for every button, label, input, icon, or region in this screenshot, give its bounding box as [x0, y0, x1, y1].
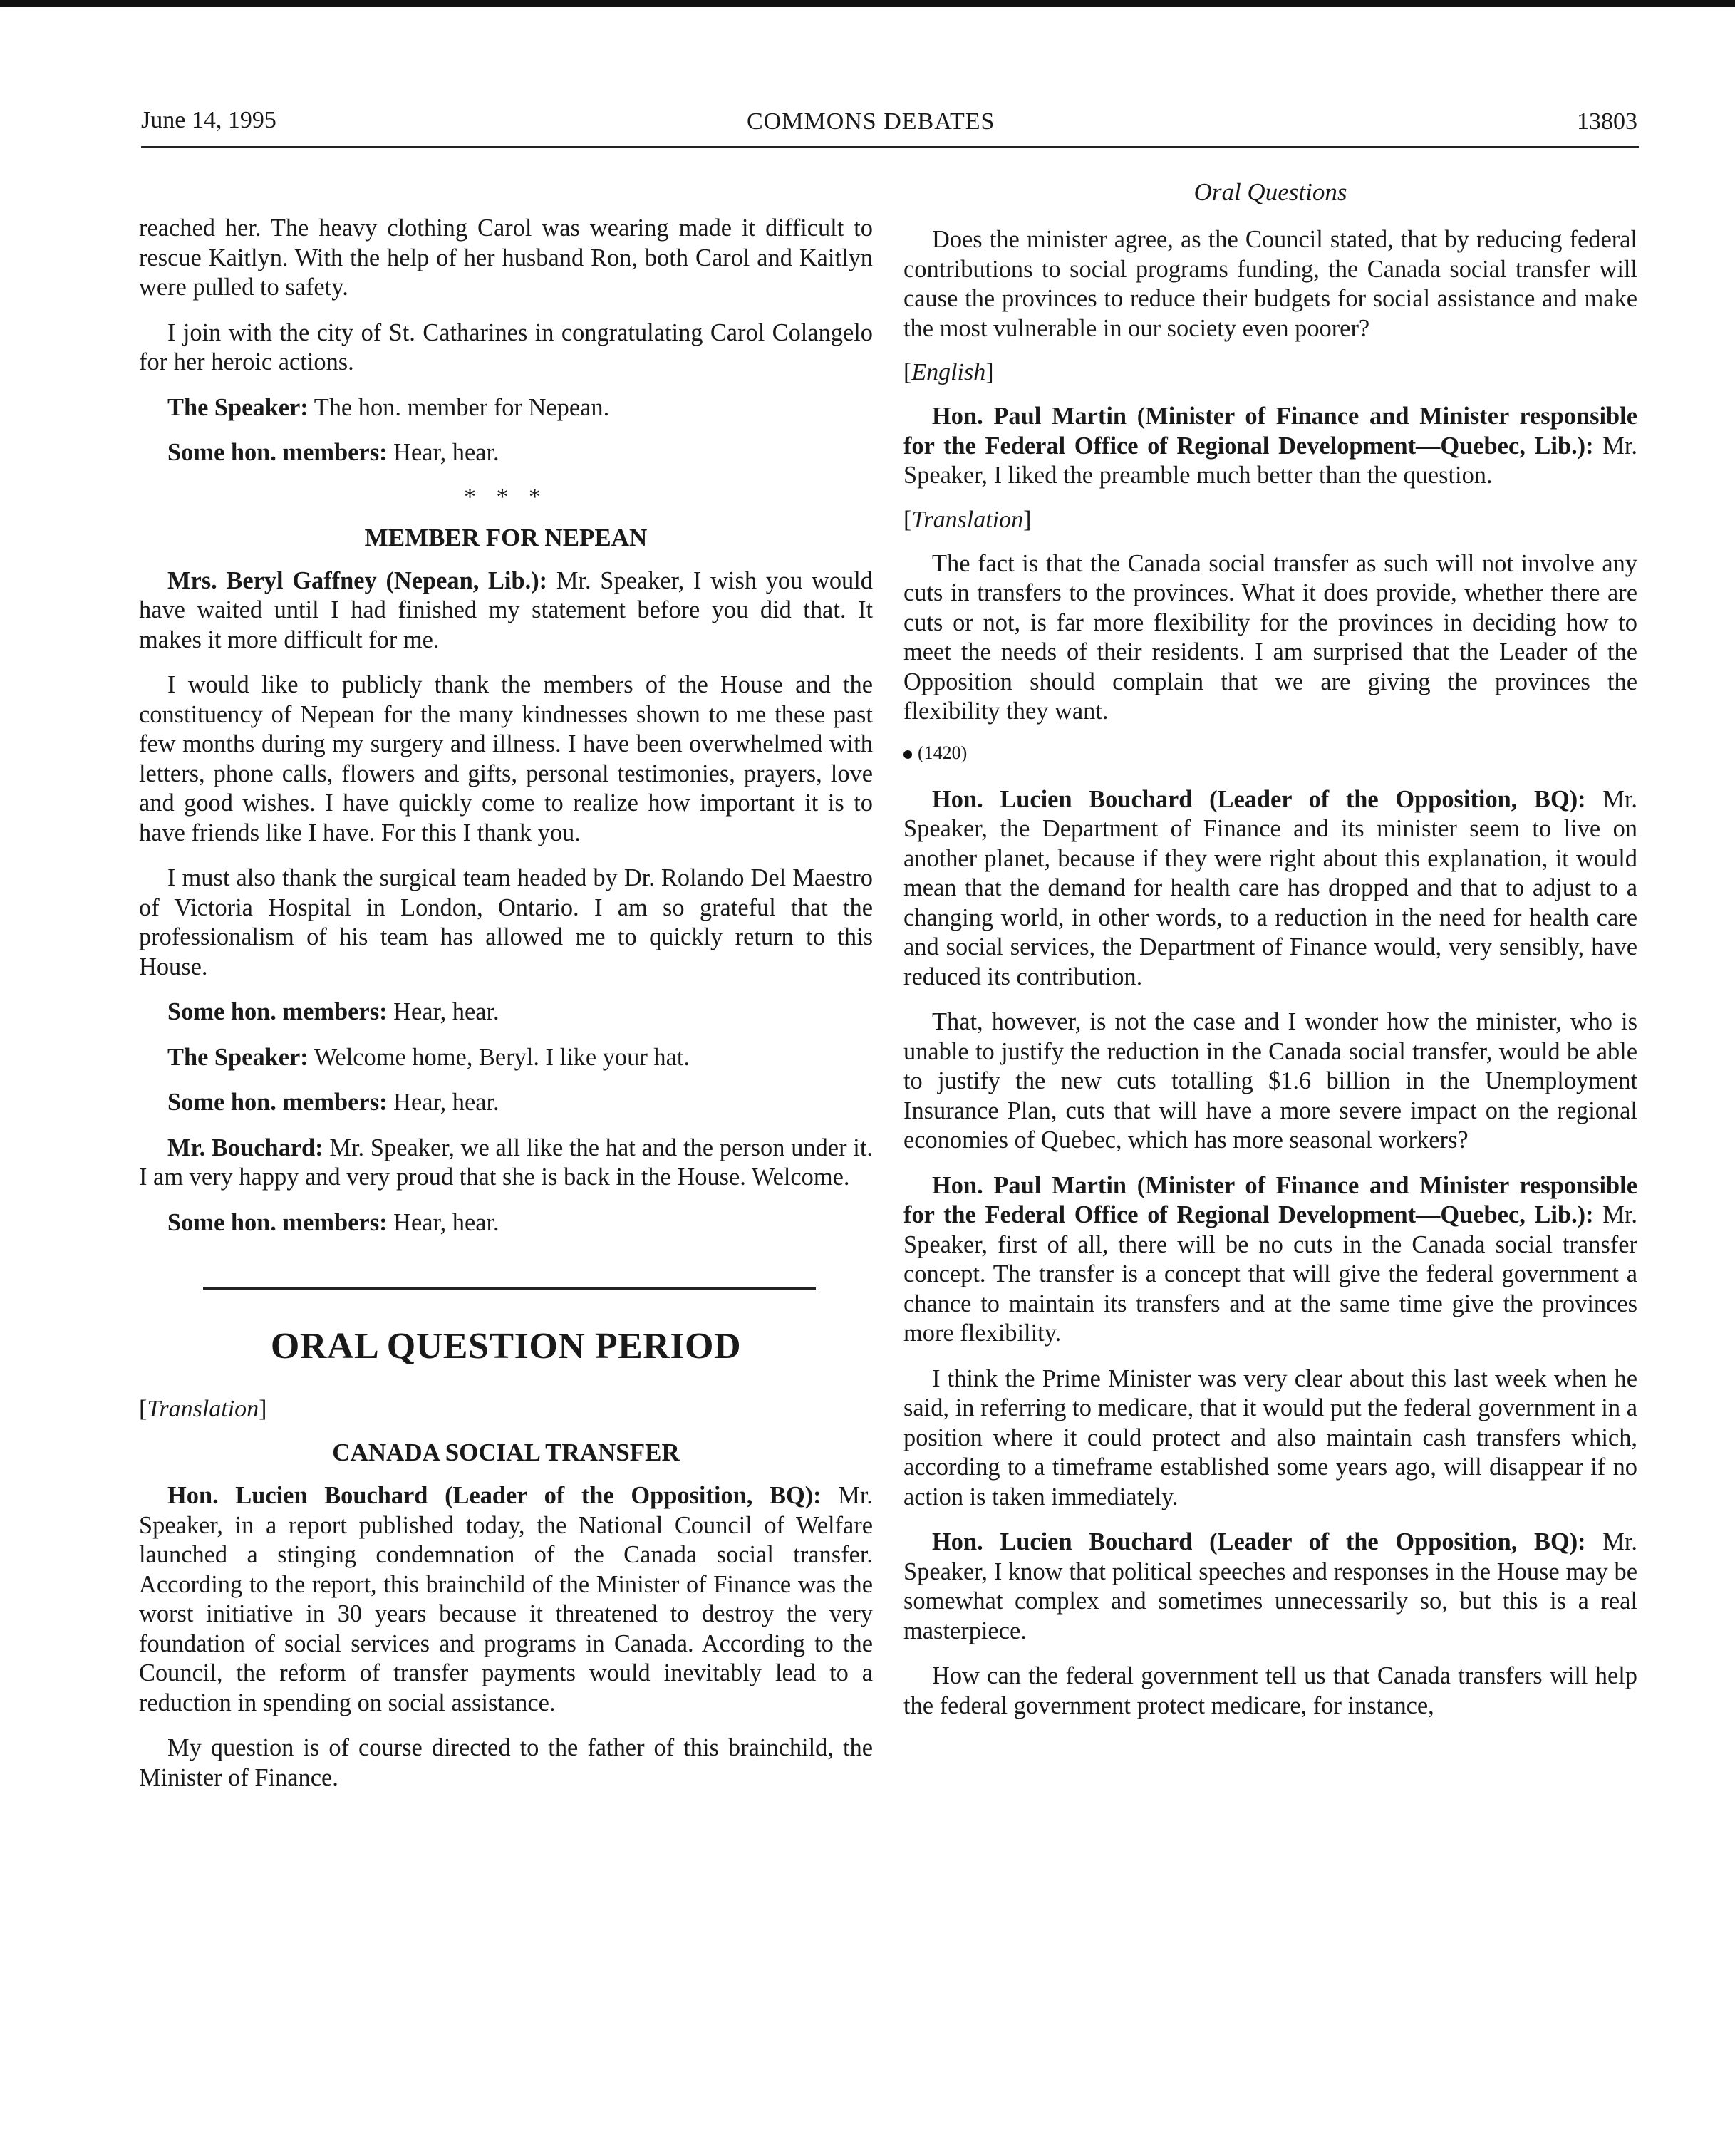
speech-text: Mr. Speaker, in a report published today, the National Council of Welfare launched a stinging condemnation of the Canada social transfer. According to the report, this brainchild of the Minister of Finance was the worst initiative in 30 years because it threatened to destroy the very foundation of social services and programs in Canada. According to the Council, the reform of transfer payments would inevitably lead to a reduction in spending on social assistance.: [139, 1482, 873, 1716]
section-heading: CANADA SOCIAL TRANSFER: [332, 1439, 680, 1466]
timestamp-text: (1420): [918, 742, 968, 763]
speech-text: Hear, hear.: [387, 439, 499, 466]
paragraph: I must also thank the surgical team headed by Dr. Rolando Del Maestro of Victoria Hospital in London, Ontario. I am so grateful that the professionalism of his team has allowed me to quickly return to this House.: [139, 864, 873, 980]
paragraph: I would like to publicly thank the members of the House and the constituency of Nepean for the many kindnesses shown to me these past few months during my surgery and illness. I have been overwhelmed with letters, phone calls, flowers and gifts, personal testimonies, prayers, love and good wishes. I have quickly come to realize how important it is to have friends like I have. For this I thank you.: [139, 671, 873, 846]
speech-text: Mr. Speaker, I know that political speeches and responses in the House may be somewhat complex and sometimes unnecessarily so, but this is a real masterpiece.: [903, 1528, 1637, 1644]
language-tag: [English]: [903, 359, 994, 385]
speech-text: Mr. Speaker, first of all, there will be no cuts in the Canada social transfer concept. The transfer is a concept that will give the federal government a chance to maintain its transfers and at the same time give the provinces more flexibility.: [903, 1201, 1637, 1347]
page-number: 13803: [1577, 108, 1637, 135]
speaker-name: Mr. Bouchard:: [167, 1134, 323, 1161]
speech-text: The hon. member for Nepean.: [308, 393, 610, 421]
speech: [139, 438, 873, 468]
speaker-name: Some hon. members:: [167, 998, 388, 1025]
paragraph: How can the federal government tell us that Canada transfers will help the federal government protect medicare, for instance,: [903, 1662, 1637, 1719]
section-heading: MEMBER FOR NEPEAN: [364, 523, 648, 551]
speech: [903, 785, 1637, 993]
speaker-name: Hon. Lucien Bouchard (Leader of the Opposition, BQ):: [932, 1528, 1586, 1555]
section-separator: * * *: [464, 483, 548, 510]
speech: [139, 1481, 873, 1718]
language-tag: [Translation]: [139, 1396, 267, 1422]
speaker-name: The Speaker:: [167, 1043, 309, 1071]
speech: [903, 402, 1637, 491]
language-tag-text: Translation: [911, 506, 1024, 533]
speech-text: Mr. Speaker, I liked the preamble much better than the question.: [903, 432, 1637, 489]
speech: [139, 1088, 873, 1118]
publication-title: COMMONS DEBATES: [747, 108, 995, 135]
speech: [139, 997, 873, 1027]
paragraph: I join with the city of St. Catharines in congratulating Carol Colangelo for her heroic actions.: [139, 318, 873, 375]
bullet-icon: [903, 750, 912, 759]
speaker-name: Mrs. Beryl Gaffney (Nepean, Lib.):: [167, 566, 548, 594]
speaker-name: Hon. Lucien Bouchard (Leader of the Opposition, BQ):: [932, 785, 1586, 813]
speech-text: Mr. Speaker, we all like the hat and the person under it. I am very happy and very proud that she is back in the House. Welcome.: [139, 1134, 873, 1191]
speaker-name: Hon. Lucien Bouchard (Leader of the Opposition, BQ):: [167, 1482, 822, 1509]
speaker-name: Some hon. members:: [167, 439, 388, 466]
speech-text: Mr. Speaker, I wish you would have waited until I had finished my statement before you did that. It makes it more difficult for me.: [139, 566, 873, 653]
speech: [139, 1043, 873, 1073]
left-column: [139, 214, 873, 1808]
speech: [139, 1208, 873, 1238]
speaker-name: Hon. Paul Martin (Minister of Finance and Minister responsible for the Federal Office of Regional Development—Quebec, Lib.):: [903, 403, 1637, 460]
speech: [139, 393, 873, 423]
scan-border: [0, 0, 1735, 7]
speaker-name: The Speaker:: [167, 393, 309, 421]
language-tag: [Translation]: [903, 506, 1032, 533]
paragraph: I think the Prime Minister was very clear about this last week when he said, in referring to medicare, that it would put the federal government in a position where it could protect and also maintain cash transfers which, according to a timeframe established some years ago, will disappear if no action is taken immediately.: [903, 1364, 1637, 1510]
section-running-label: Oral Questions: [1193, 178, 1347, 206]
speaker-name: Some hon. members:: [167, 1089, 388, 1116]
speech: [139, 1134, 873, 1193]
language-tag-text: English: [911, 359, 986, 385]
speaker-name: Hon. Paul Martin (Minister of Finance and Minister responsible for the Federal Office of Regional Development—Quebec, Lib.):: [903, 1171, 1637, 1228]
running-header: [141, 107, 1637, 142]
right-column: [903, 178, 1637, 1736]
paragraph: reached her. The heavy clothing Carol was wearing made it difficult to rescue Kaitlyn. With the help of her husband Ron, both Carol and Kaitlyn were pulled to safety.: [139, 214, 873, 301]
speech: [903, 1528, 1637, 1646]
paragraph: The fact is that the Canada social transfer as such will not involve any cuts in transfers to the provinces. What it does provide, whether there are cuts or not, is far more flexibility for the provinces in deciding how to meet the needs of their residents. I am surprised that the Leader of the Opposition should complain that we are giving the provinces the flexibility they want.: [903, 549, 1637, 725]
speech-text: Hear, hear.: [387, 998, 499, 1025]
paragraph: Does the minister agree, as the Council stated, that by reducing federal contributions to social programs funding, the Canada social transfer will cause the provinces to reduce their budgets for social assistance and make the most vulnerable in our society even poorer?: [903, 226, 1637, 342]
speech: [903, 1171, 1637, 1349]
major-section-title: ORAL QUESTION PERIOD: [270, 1326, 742, 1367]
speech: [139, 566, 873, 655]
language-tag-text: Translation: [147, 1396, 259, 1422]
speech-text: Hear, hear.: [387, 1208, 499, 1236]
paragraph: My question is of course directed to the father of this brainchild, the Minister of Finance.: [139, 1734, 873, 1791]
speech-text: Hear, hear.: [387, 1089, 499, 1116]
speaker-name: Some hon. members:: [167, 1208, 388, 1236]
timestamp: [903, 742, 1637, 764]
header-date: June 14, 1995: [141, 107, 276, 133]
speech-text: Welcome home, Beryl. I like your hat.: [308, 1043, 690, 1071]
speech-text: Mr. Speaker, the Department of Finance and its minister seem to live on another planet, because if they were right about this explanation, it would mean that the demand for health care has dropped and that to adjust to a changing world, in other words, to a reduction in the need for health care and social services, the Department of Finance would, very sensibly, have reduced its contribution.: [903, 785, 1637, 990]
section-rule: [203, 1287, 816, 1290]
paragraph: That, however, is not the case and I wonder how the minister, who is unable to justify the reduction in the Canada social transfer, would be able to justify the new cuts totalling $1.6 billion in the Unemployment Insurance Plan, cuts that will have a more severe impact on the regional economies of Quebec, which has more seasonal workers?: [903, 1008, 1637, 1154]
header-rule: [141, 146, 1639, 148]
